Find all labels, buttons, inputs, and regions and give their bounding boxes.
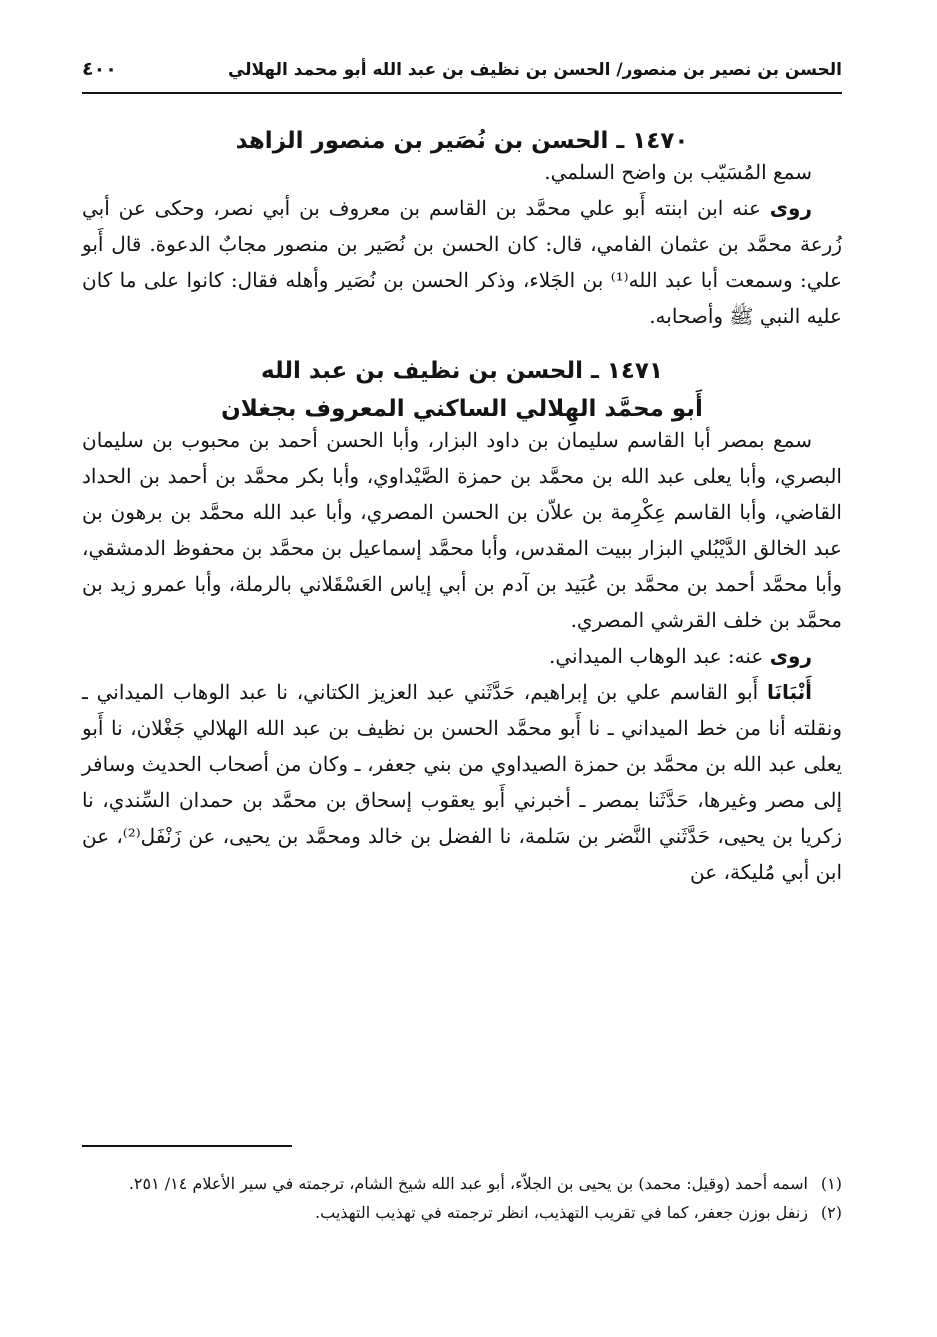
book-page: [82, 52, 842, 1222]
narrated-keyword: روى: [769, 644, 812, 668]
page-number: ٤٠٠: [82, 58, 117, 80]
running-head: [82, 52, 842, 94]
entry-1471-narrated-paragraph: [82, 638, 842, 674]
isnad-text: أَبو القاسم علي بن إبراهيم، حَدَّثَني عبد العزيز الكتاني، نا عبد الوهاب الميداني ـ ونقلته أنا من خط الميداني ـ نا أَبو محمَّد الحسن بن نظيف بن عبد الله الهلالي جَغْلان، نا أَبو يعلى عبد الله بن محمَّد بن حمزة الصيداوي من بني جعفر، ـ وكان من أصحاب الحديث وسافر إلى مصر وغيرها، حَدَّثَنا بمصر ـ أخبرني أَبو يعقوب إسحاق بن محمَّد بن حمدان السِّندي، نا زكريا بن يحيى، حَدَّثَني النَّضر بن سَلمة، نا الفضل بن خالد ومحمَّد بن يحيى، عن زَنْفَل⁽²⁾، عن ابن أبي مُليكة، عن: [82, 680, 842, 884]
running-head-title: الحسن بن نصير بن منصور/ الحسن بن نظيف بن عبد الله أبو محمد الهلالي: [227, 60, 842, 80]
isnad-keyword: أَنْبَانَا: [766, 680, 812, 704]
narrated-keyword: روى: [769, 196, 812, 220]
entry-1470-narrated-paragraph: [82, 190, 842, 334]
entry-1471-isnad-paragraph: [82, 674, 842, 890]
entry-1471-heading: ١٤٧١ ـ الحسن بن نظيف بن عبد الله: [261, 358, 663, 384]
footnote-1: [82, 1170, 842, 1197]
entry-1471-subheading: أَبو محمَّد الهِلالي الساكني المعروف بجغلان: [221, 396, 703, 422]
entry-1471-heard-paragraph: سمع بمصر أبا القاسم سليمان بن داود البزار، وأبا الحسن أحمد بن محبوب بن سليمان البصري، وأبا يعلى عبد الله بن محمَّد بن حمزة الصَّيْداوي، وأبا بكر محمَّد بن أحمد بن الحداد القاضي، وأبا القاسم عِكْرِمة بن علاّن بن الحسن المصري، وأبا عبد الله محمَّد بن برهون بن عبد الخالق الدَّيْبُلي البزار ببيت المقدس، وأبا محمَّد إسماعيل بن محمَّد بن محفوظ الدمشقي، وأبا محمَّد أحمد بن محمَّد بن عُبَيد بن آدم بن أبي إياس العَسْقَلاني بالرملة، وأبا عمرو زيد بن محمَّد بن خلف القرشي المصري.: [82, 428, 842, 632]
footnote-text: زنفل بوزن جعفر، كما في تقريب التهذيب، انظر ترجمته في تهذيب التهذيب.: [315, 1203, 808, 1222]
narrated-text: عنه ابن ابنته أَبو علي محمَّد بن القاسم بن معروف بن أبي نصر، وحكى عن أبي زُرعة محمَّد بن عثمان الفامي، قال: كان الحسن بن نُصَير بن منصور مجابٌ الدعوة. قال أَبو علي: وسمعت أبا عبد الله⁽¹⁾ بن الجَلاء، وذكر الحسن بن نُصَير وأهله فقال: كانوا على ما كان عليه النبي ﷺ وأصحابه.: [82, 196, 842, 328]
footnote-number: (١): [820, 1174, 842, 1193]
footnote-text: اسمه أحمد (وقيل: محمد) بن يحيى بن الجلاّء، أبو عبد الله شيخ الشام، ترجمته في سير الأعلام ١٤/ ٢٥١.: [128, 1174, 808, 1193]
footnotes: [82, 1170, 842, 1228]
footnote-2: [82, 1199, 842, 1226]
entry-1470-heard-paragraph: سمع المُسَيّب بن واضح السلمي.: [544, 160, 812, 184]
footnote-number: (٢): [820, 1203, 842, 1222]
narrated-text: عنه: عبد الوهاب الميداني.: [549, 644, 770, 668]
entry-1470-heading: ١٤٧٠ ـ الحسن بن نُصَير بن منصور الزاهد: [235, 128, 689, 154]
footnote-separator: [82, 1145, 292, 1147]
